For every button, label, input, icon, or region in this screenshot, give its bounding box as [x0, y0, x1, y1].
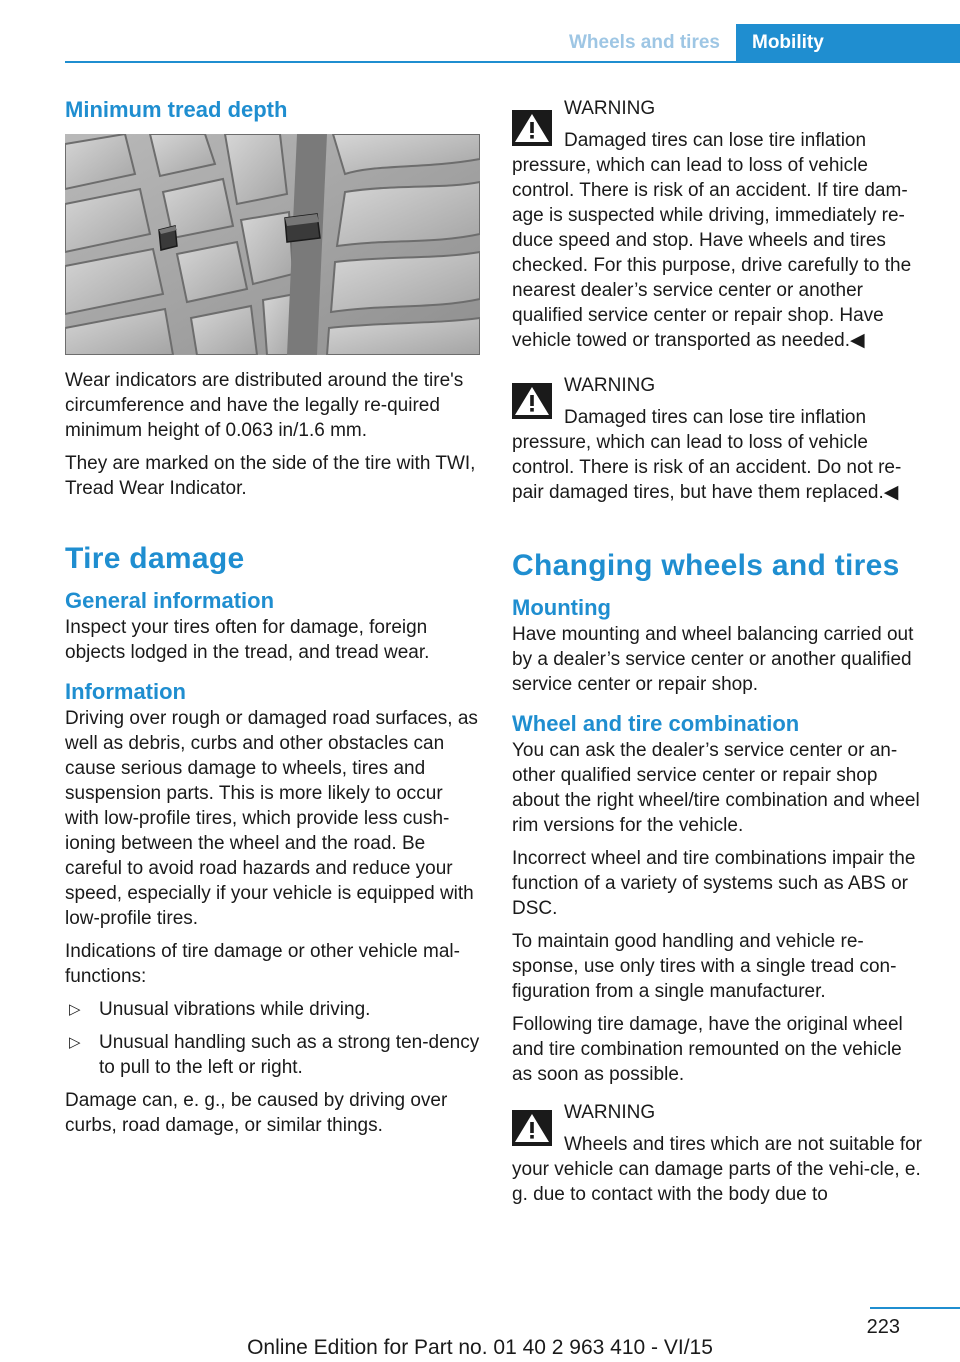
- list-item: ▷ Unusual handling such as a strong ten‐dency to pull to the left or right.: [69, 1032, 480, 1078]
- min-tread-heading: Minimum tread depth: [65, 97, 288, 122]
- mounting-heading: Mounting: [512, 595, 611, 620]
- mounting-paragraph: Have mounting and wheel balancing carried out by a dealer’s service center or another qualified service center or repair shop.: [512, 624, 914, 695]
- warning-triangle-icon: [512, 1110, 552, 1146]
- combination-paragraph-3: To maintain good handling and vehicle re‐sponse, use only tires with a single tread con‐figuration from a single manufacturer.: [512, 931, 897, 1002]
- warning-title: WARNING: [564, 375, 656, 396]
- combination-paragraph-2: Incorrect wheel and tire combinations impair the function of a variety of systems such as ABS or DSC.: [512, 848, 916, 919]
- list-item: ▷ Unusual vibrations while driving.: [69, 999, 371, 1020]
- edition-footer: Online Edition for Part no. 01 40 2 963 410 - VI/15: [247, 1336, 713, 1359]
- min-tread-paragraph-1: Wear indicators are distributed around the tire's circumference and have the legally re‐quired minimum height of 0.063 in/1.6 mm.: [65, 370, 464, 441]
- warning-triangle-icon: [512, 383, 552, 419]
- warning-block-2: [512, 373, 927, 505]
- warning-block-1: [512, 96, 927, 353]
- malfunction-list: [65, 997, 480, 1080]
- information-heading: Information: [65, 679, 186, 704]
- information-paragraph-1: Driving over rough or damaged road surfaces, as well as debris, curbs and other obstacles can cause serious damage to wheels, tires and suspension parts. This is more likely to occur with low-profile tires, which provide less cush‐ioning between the wheel and the road. Be careful to avoid road hazards and reduce your speed, especially if your vehicle is equipped with low-profile tires.: [65, 708, 478, 929]
- changing-wheels-heading: Changing wheels and tires: [512, 549, 900, 582]
- left-column: [65, 96, 480, 1138]
- wear-indicator-large: [285, 214, 320, 242]
- general-information-heading: General information: [65, 588, 275, 613]
- right-column: [512, 96, 927, 1207]
- information-paragraph-3: Damage can, e. g., be caused by driving over curbs, road damage, or similar things.: [65, 1090, 448, 1136]
- warning-body: Damaged tires can lose tire inflation pressure, which can lead to loss of vehicle control. There is risk of an accident. Do not re‐pair damaged tires, but have them replaced.◀: [512, 407, 902, 503]
- combination-paragraph-1: You can ask the dealer’s service center or an‐other qualified service center or repair shop about the right wheel/tire combination and wheel rim versions for the vehicle.: [512, 740, 920, 836]
- header-rule: [65, 61, 960, 63]
- warning-body: Wheels and tires which are not suitable for your vehicle can damage parts of the vehi‐cle, e. g. due to contact with the body due to: [512, 1134, 923, 1205]
- header-chapter-tab: Mobility: [736, 24, 960, 63]
- warning-triangle-icon: [512, 110, 552, 146]
- triangle-bullet-icon: ▷: [69, 1001, 81, 1018]
- warning-title: WARNING: [564, 1102, 656, 1123]
- wear-indicator-small: [159, 226, 177, 250]
- footer-rule: [870, 1307, 960, 1309]
- triangle-bullet-icon: ▷: [69, 1034, 81, 1051]
- warning-title: WARNING: [564, 98, 656, 119]
- page-number: 223: [866, 1316, 900, 1338]
- information-paragraph-2: Indications of tire damage or other vehicle mal‐functions:: [65, 941, 460, 987]
- header-section-tab: Wheels and tires: [569, 32, 720, 53]
- warning-block-3: [512, 1100, 927, 1207]
- tire-tread-illustration: [65, 134, 480, 355]
- tire-damage-heading: Tire damage: [65, 542, 245, 575]
- combination-paragraph-4: Following tire damage, have the original wheel and tire combination remounted on the vehicle as soon as possible.: [512, 1014, 903, 1085]
- wheel-tire-combination-heading: Wheel and tire combination: [512, 711, 800, 736]
- min-tread-paragraph-2: They are marked on the side of the tire with TWI, Tread Wear Indicator.: [65, 453, 476, 499]
- general-information-paragraph: Inspect your tires often for damage, foreign objects lodged in the tread, and tread wear.: [65, 617, 430, 663]
- warning-body: Damaged tires can lose tire inflation pressure, which can lead to loss of vehicle control. There is risk of an accident. If tire dam‐age is suspected while driving, immediately re‐duce speed and stop. Have wheels and tires checked. For this purpose, drive carefully to the nearest dealer’s service center or another qualified service center or repair shop. Have vehicle towed or transported as needed.◀: [512, 130, 912, 351]
